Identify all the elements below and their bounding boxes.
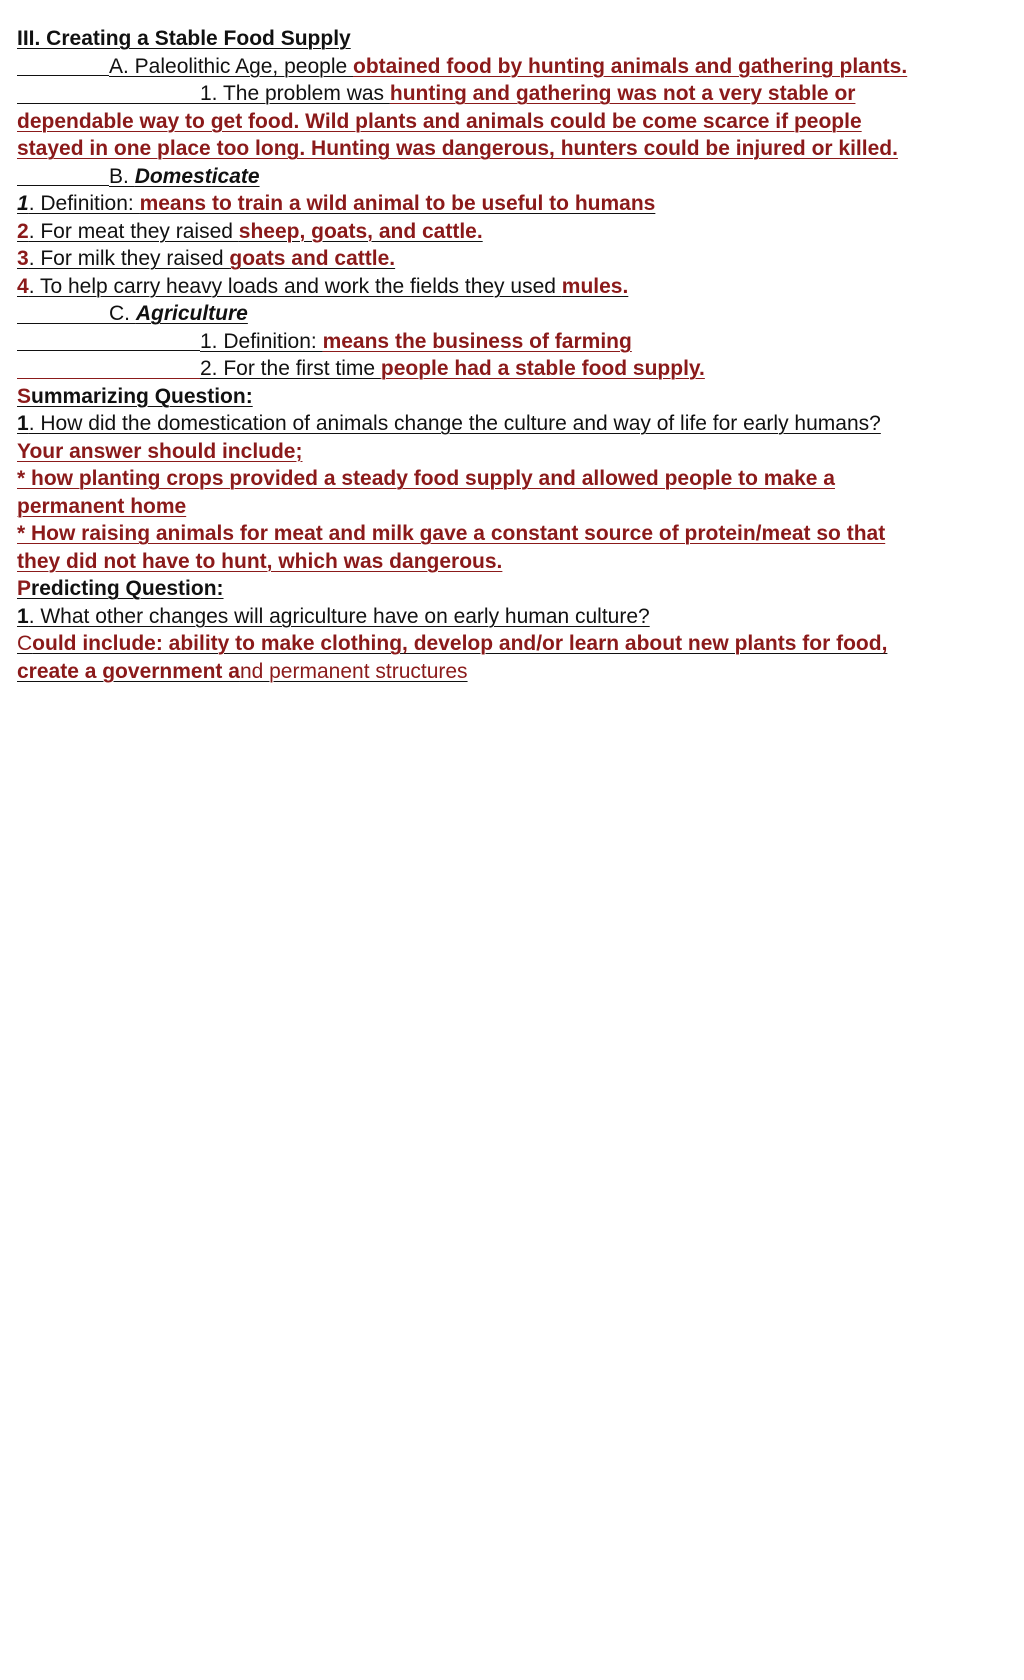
- indent-blank: [17, 303, 109, 324]
- indent-blank: [17, 330, 200, 351]
- b-item-label: . For meat they raised: [28, 219, 239, 243]
- item-c-term: Agriculture: [135, 302, 248, 325]
- predicting-heading: [17, 575, 1007, 603]
- item-a1-label: 1. The problem was: [200, 82, 390, 105]
- predicting-heading-first: P: [17, 577, 32, 600]
- summarizing-heading: [17, 383, 1007, 411]
- item-a-answer: obtained food by hunting animals and gathering plants.: [353, 54, 908, 78]
- item-a1-answer: hunting and gathering was not a very stable or: [389, 82, 856, 105]
- predicting-answer-line2-bold: create a government a: [17, 659, 240, 683]
- b-item-num: 3: [17, 247, 29, 270]
- b-item-answer: sheep, goats, and cattle.: [238, 219, 483, 243]
- b-item-answer: goats and cattle.: [229, 247, 396, 270]
- item-b-term: Domesticate: [134, 164, 260, 188]
- item-c: [17, 300, 1007, 328]
- section-heading: III. Creating a Stable Food Supply: [17, 27, 351, 50]
- predicting-answer: [17, 630, 1007, 658]
- summarizing-bullet-2: * How raising animals for meat and milk gave a constant source of protein/meat so that: [17, 522, 886, 545]
- b-item-answer: mules.: [561, 274, 629, 298]
- c-item-1: [17, 328, 1007, 356]
- summarizing-question: [17, 410, 1007, 438]
- c-item-label: 1. Definition:: [200, 329, 323, 353]
- predicting-heading-rest: redicting Question:: [31, 577, 224, 600]
- b-item-label: . To help carry heavy loads and work the fields they used: [28, 274, 562, 298]
- c-item-2: [17, 355, 1007, 383]
- predicting-answer-line1: ould include: ability to make clothing, develop and/or learn about new plants for food,: [32, 632, 888, 655]
- question-text: . How did the domestication of animals change the culture and way of life for early humans?: [28, 412, 881, 435]
- indent-blank: [17, 83, 200, 104]
- question-text: . What other changes will agriculture have on early human culture?: [28, 604, 650, 628]
- b-item-num: 4: [17, 274, 29, 298]
- question-num: 1: [17, 604, 29, 628]
- b-item-label: . For milk they raised: [28, 247, 230, 270]
- b-item-num: 2: [17, 219, 29, 243]
- c-item-answer: means the business of farming: [322, 329, 632, 353]
- b-item-label: . Definition:: [28, 192, 140, 215]
- item-b: [17, 163, 1007, 191]
- item-c-label: C.: [109, 302, 136, 325]
- predicting-answer-c: C: [17, 632, 33, 655]
- item-a1: [17, 80, 1007, 108]
- item-a1-answer-line3: stayed in one place too long. Hunting was dangerous, hunters could be injured or killed.: [17, 137, 898, 160]
- item-a: [17, 53, 1007, 81]
- item-a-label: A. Paleolithic Age, people: [109, 54, 354, 78]
- indent-blank: [17, 55, 109, 76]
- b-item-2: [17, 218, 1007, 246]
- predicting-answer-cont: [17, 658, 1007, 686]
- c-item-answer: people had a stable food supply.: [380, 357, 705, 380]
- predicting-question: [17, 603, 1007, 631]
- indent-blank: [17, 165, 109, 186]
- b-item-3: [17, 245, 1007, 273]
- summarizing-heading-rest: ummarizing Question:: [31, 384, 253, 408]
- indent-blank: [17, 358, 200, 379]
- b-item-4: [17, 273, 1007, 301]
- item-a1-answer-line2: dependable way to get food. Wild plants and animals could be come scarce if people: [17, 109, 862, 133]
- summarizing-heading-first: S: [17, 384, 32, 408]
- b-item-1: [17, 190, 1007, 218]
- predicting-answer-line2-rest: nd permanent structures: [239, 659, 468, 683]
- item-b-label: B.: [109, 164, 135, 188]
- summarizing-bullet-1-cont: permanent home: [17, 494, 187, 518]
- question-num: 1: [17, 412, 29, 435]
- b-item-answer: means to train a wild animal to be useful to humans: [139, 192, 656, 215]
- c-item-label: 2. For the first time: [200, 357, 381, 380]
- summarizing-include: Your answer should include;: [17, 439, 303, 463]
- summarizing-bullet-2-cont: they did not have to hunt, which was dangerous.: [17, 549, 503, 573]
- summarizing-bullet-1: * how planting crops provided a steady food supply and allowed people to make a: [17, 467, 835, 490]
- b-item-num: 1: [17, 192, 29, 215]
